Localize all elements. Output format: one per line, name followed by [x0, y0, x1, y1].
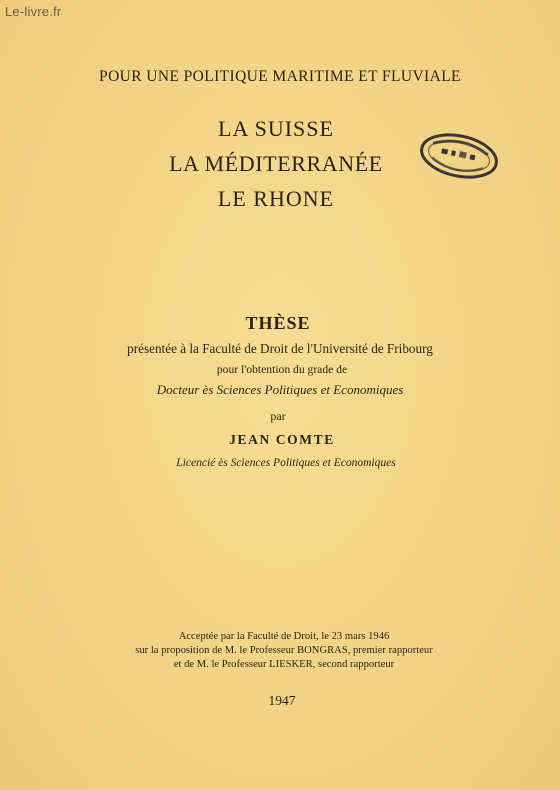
author-last-name: COMTE [275, 432, 335, 447]
watermark: Le-livre.fr [5, 4, 62, 19]
title-line-1: LA SUISSE [218, 116, 334, 141]
acceptance-line-3: et de M. le Professeur LIESKER, second rapporteur [173, 659, 395, 670]
author-first-name: JEAN [229, 432, 271, 447]
thesis-line-1: présentée à la Faculté de Droit de l'Université de Fribourg [127, 341, 433, 356]
author-name [2, 432, 560, 448]
thesis-degree: Docteur ès Sciences Politiques et Economiques [156, 382, 404, 397]
title-line-3: LE RHONE [217, 186, 335, 211]
acceptance-line-2: sur la proposition de M. le Professeur BONGRAS, premier rapporteur [135, 645, 433, 656]
author-qualification: Licencié ès Sciences Politiques et Economiques [176, 457, 396, 469]
publication-year: 1947 [268, 693, 296, 708]
series-title: POUR UNE POLITIQUE MARITIME ET FLUVIALE [99, 68, 461, 85]
thesis-heading: THÈSE [245, 313, 311, 333]
thesis-line-2: pour l'obtention du grade de [216, 363, 348, 376]
library-stamp-icon [417, 127, 501, 185]
by-label: par [270, 409, 286, 423]
acceptance-line-1: Acceptée par la Faculté de Droit, le 23 mars 1946 [178, 631, 390, 642]
title-line-2: LA MÉDITERRANÉE [169, 151, 383, 176]
